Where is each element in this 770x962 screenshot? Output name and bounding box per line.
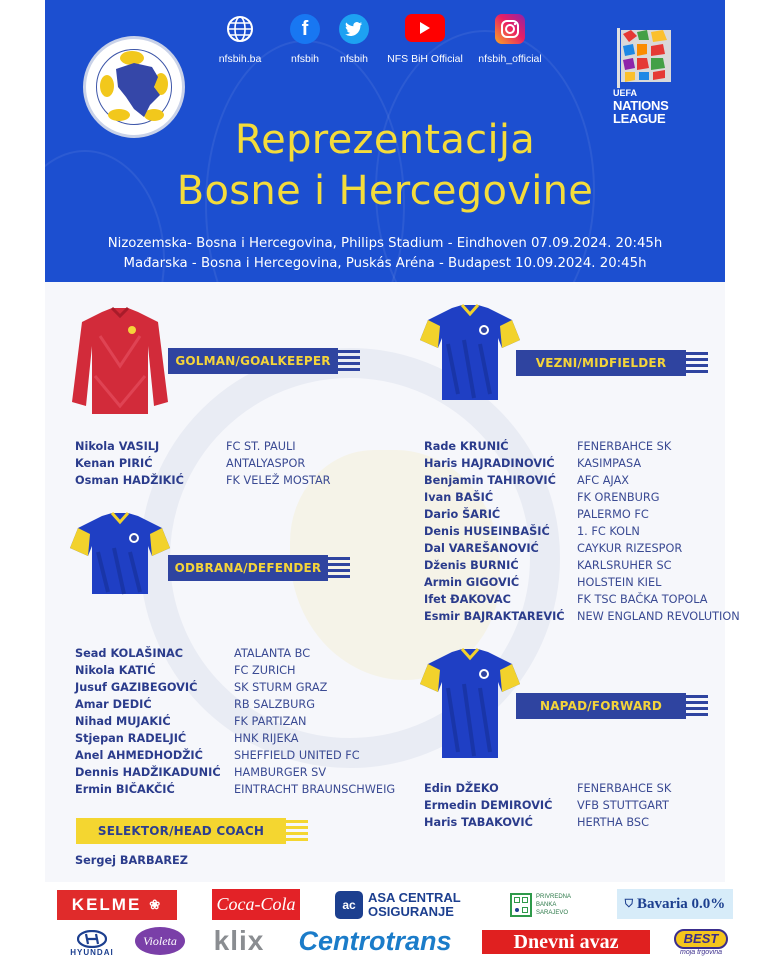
player-row	[424, 506, 764, 523]
player-row	[75, 662, 415, 679]
asa-mark-icon: ac	[335, 891, 363, 919]
player-club: SHEFFIELD UNITED FC	[234, 749, 360, 762]
player-name: Osman HADŽIKIĆ	[75, 474, 184, 487]
player-club: FC ZURICH	[234, 664, 296, 677]
defenders-list	[75, 645, 415, 798]
player-club: VFB STUTTGART	[577, 799, 669, 812]
youtube-icon	[405, 14, 445, 42]
sponsor-dnevni-avaz-logo: Dnevni avaz	[482, 930, 650, 954]
player-name: Amar DEDIĆ	[75, 698, 152, 711]
sponsor-klix-logo: klix	[213, 925, 265, 956]
player-row	[75, 696, 415, 713]
social-twitter[interactable]: nfsbih	[329, 14, 379, 65]
player-club: FK TSC BAČKA TOPOLA	[577, 593, 708, 606]
globe-icon	[225, 14, 255, 44]
player-name: Dženis BURNIĆ	[424, 559, 519, 572]
player-name: Nikola VASILJ	[75, 440, 160, 453]
player-row	[424, 574, 764, 591]
section-banner-coach: SELEKTOR/HEAD COACH	[76, 818, 286, 844]
player-club: FK VELEŽ MOSTAR	[226, 474, 331, 487]
player-row	[75, 438, 375, 455]
player-club: AFC AJAX	[577, 474, 630, 487]
sponsor-privredna-banka-logo: PRIVREDNA BANKA SARAJEVO	[510, 890, 590, 920]
player-row	[424, 780, 724, 797]
player-row	[424, 814, 724, 831]
player-club: FK PARTIZAN	[234, 715, 307, 728]
match-info-1: Nizozemska- Bosna i Hercegovina, Philips Stadium - Eindhoven 07.09.2024. 20:45h	[107, 236, 663, 251]
player-club: ATALANTA BC	[234, 647, 311, 660]
instagram-icon	[495, 14, 525, 44]
player-row	[424, 438, 764, 455]
pbs-mark-icon	[510, 893, 532, 917]
player-name: Sead KOLAŠINAC	[75, 647, 184, 660]
paw-icon: ❀	[149, 897, 163, 912]
midfielders-list	[424, 438, 764, 625]
player-row	[424, 523, 764, 540]
section-banner-forward: NAPAD/FORWARD	[516, 693, 686, 719]
player-club: FENERBAHCE SK	[577, 440, 672, 453]
player-name: Dennis HADŽIKADUNIĆ	[75, 766, 221, 779]
section-banner-goalkeeper: GOLMAN/GOALKEEPER	[168, 348, 338, 374]
sponsor-kelme-logo: KELME ❀	[57, 890, 177, 920]
social-youtube[interactable]: NFS BiH Official	[375, 14, 475, 65]
player-club: SK STURM GRAZ	[234, 681, 328, 694]
player-club: KASIMPASA	[577, 457, 642, 470]
social-instagram[interactable]: nfsbih_official	[470, 14, 550, 65]
player-row	[75, 472, 375, 489]
sponsor-centrotrans-logo: Centrotrans	[298, 925, 452, 956]
player-name: Ifet ĐAKOVAC	[424, 593, 511, 606]
player-row	[424, 557, 764, 574]
player-row	[424, 455, 764, 472]
player-club: HERTHA BSC	[577, 816, 649, 829]
page-title-line1: Reprezentacija	[234, 117, 536, 163]
player-name: Ermedin DEMIROVIĆ	[424, 799, 553, 812]
player-club: FK ORENBURG	[577, 491, 660, 504]
uefa-nations-league-logo: UEFA NATIONS LEAGUE	[613, 26, 679, 126]
midfielder-jersey-image	[418, 304, 522, 402]
player-row	[75, 747, 415, 764]
player-row	[75, 764, 415, 781]
forwards-list	[424, 780, 724, 831]
player-row	[75, 679, 415, 696]
player-row	[75, 713, 415, 730]
player-name: Esmir BAJRAKTAREVIĆ	[424, 610, 565, 623]
player-name: Edin DŽEKO	[424, 782, 499, 795]
player-row	[424, 472, 764, 489]
player-name: Jusuf GAZIBEGOVIĆ	[75, 681, 198, 694]
hyundai-mark-icon	[77, 930, 107, 948]
player-club: HNK RIJEKA	[234, 732, 299, 745]
player-name: Dal VAREŠANOVIĆ	[424, 542, 539, 555]
player-name: Benjamin TAHIROVIĆ	[424, 474, 556, 487]
player-row	[424, 540, 764, 557]
social-facebook[interactable]: f nfsbih	[280, 14, 330, 65]
sponsor-asa-central-logo: ac ASA CENTRAL OSIGURANJE	[335, 889, 475, 921]
player-row	[424, 591, 764, 608]
player-row	[424, 489, 764, 506]
player-name: Dario ŠARIĆ	[424, 508, 501, 521]
player-club: EINTRACHT BRAUNSCHWEIG	[234, 783, 396, 796]
sponsor-violeta-logo: Violeta	[135, 927, 185, 955]
bavaria-shield-icon: ⛉	[624, 897, 633, 910]
player-club: HAMBURGER SV	[234, 766, 327, 779]
player-club: ANTALYASPOR	[226, 457, 306, 470]
player-name: Armin GIGOVIĆ	[424, 576, 520, 589]
player-row	[75, 781, 415, 798]
player-row	[75, 645, 415, 662]
player-club: 1. FC KOLN	[577, 525, 640, 538]
player-club: PALERMO FC	[577, 508, 649, 521]
forward-jersey-image	[418, 648, 522, 760]
player-name: Rade KRUNIĆ	[424, 440, 509, 453]
goalkeeper-jersey-image	[70, 306, 170, 418]
sponsor-cocacola-logo: Coca-Cola	[212, 889, 300, 920]
player-name: Haris HAJRADINOVIĆ	[424, 457, 555, 470]
player-row	[424, 608, 764, 625]
player-name: Nikola KATIĆ	[75, 664, 156, 677]
coach-name: Sergej BARBAREZ	[75, 854, 188, 867]
sponsor-hyundai-logo: HYUNDAI	[66, 926, 118, 960]
player-club: CAYKUR RIZESPOR	[577, 542, 683, 555]
player-name: Kenan PIRIĆ	[75, 457, 153, 470]
player-row	[75, 730, 415, 747]
player-club: HOLSTEIN KIEL	[577, 576, 662, 589]
player-name: Anel AHMEDHODŽIĆ	[75, 749, 203, 762]
player-club: NEW ENGLAND REVOLUTION	[577, 610, 740, 623]
section-banner-midfielder: VEZNI/MIDFIELDER	[516, 350, 686, 376]
player-name: Denis HUSEINBAŠIĆ	[424, 525, 550, 538]
facebook-icon: f	[290, 14, 320, 44]
social-links	[218, 14, 565, 74]
player-club: FC ST. PAULI	[226, 440, 296, 453]
match-info-2: Mađarska - Bosna i Hercegovina, Puskás Aréna - Budapest 10.09.2024. 20:45h	[123, 256, 647, 271]
page-title-line2: Bosne i Hercegovine	[176, 168, 594, 214]
twitter-icon	[339, 14, 369, 44]
player-row	[424, 797, 724, 814]
player-name: Nihad MUJAKIĆ	[75, 715, 171, 728]
goalkeepers-list	[75, 438, 375, 489]
player-club: FENERBAHCE SK	[577, 782, 672, 795]
social-website[interactable]: nfsbih.ba	[205, 14, 275, 65]
player-name: Ermin BIČAKČIĆ	[75, 783, 175, 796]
player-row	[75, 455, 375, 472]
player-club: RB SALZBURG	[234, 698, 315, 711]
sponsor-bavaria-logo: ⛉ Bavaria 0.0%	[617, 889, 733, 919]
section-banner-defender: ODBRANA/DEFENDER	[168, 555, 328, 581]
player-club: KARLSRUHER SC	[577, 559, 672, 572]
player-name: Ivan BAŠIĆ	[424, 491, 494, 504]
defender-jersey-image	[68, 512, 172, 596]
sponsor-best-logo: BEST moja trgovina	[673, 925, 729, 959]
header-banner	[45, 0, 725, 282]
player-name: Stjepan RADELJIĆ	[75, 732, 187, 745]
player-name: Haris TABAKOVIĆ	[424, 816, 533, 829]
